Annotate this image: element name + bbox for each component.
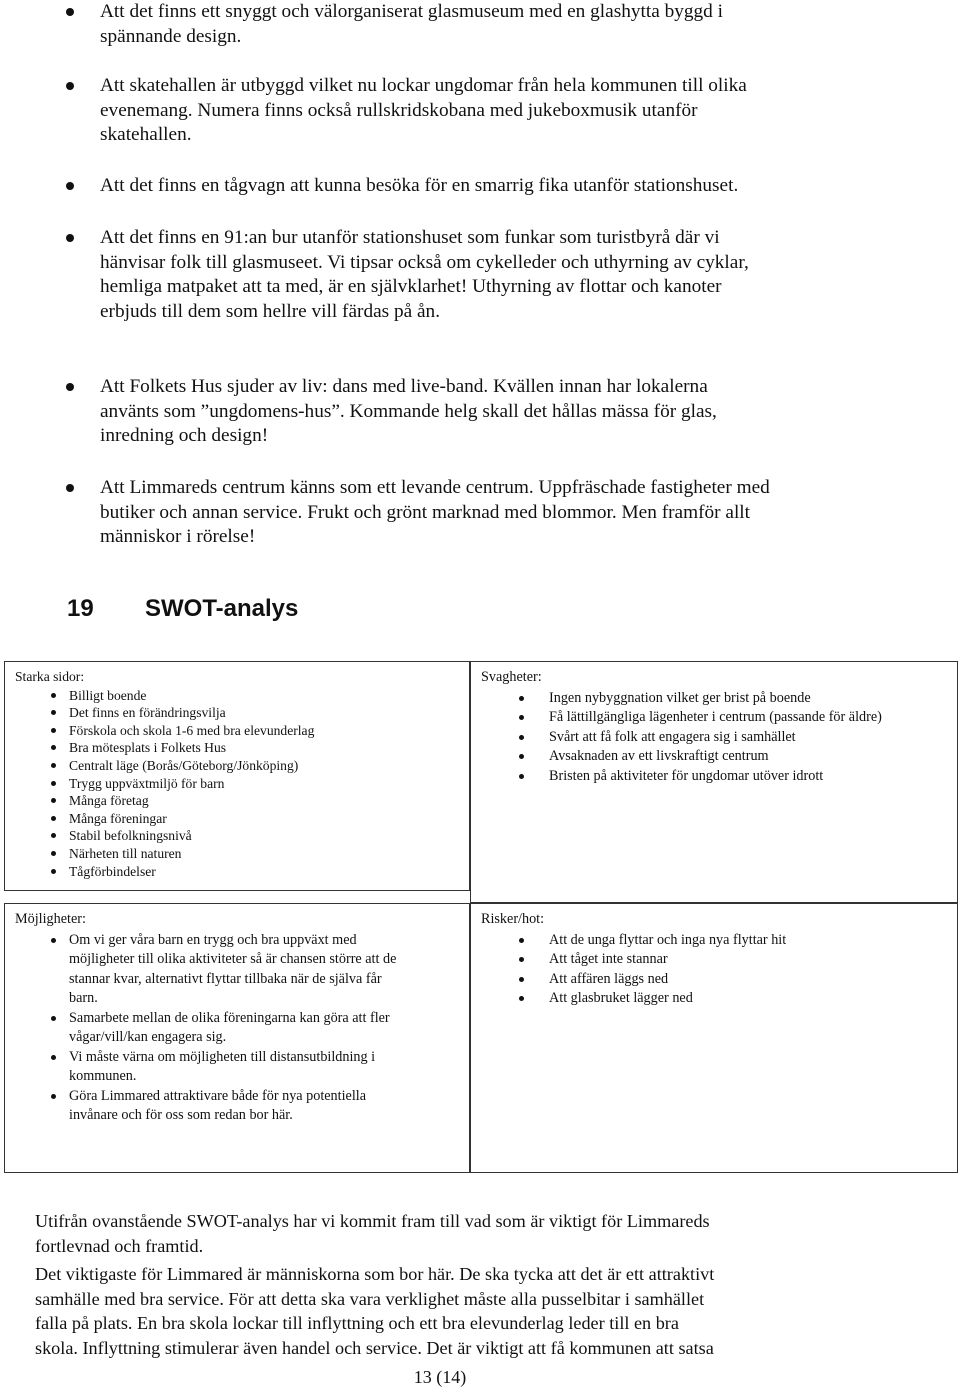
bullet-icon [51,1016,56,1021]
list-item [481,931,947,951]
list-item-text: Billigt boende [69,687,147,703]
list-item-line: vågar/vill/kan engagera sig. [69,1029,227,1045]
list-item-line: Att det finns en tågvagn att kunna besöka för en smarrig fika utanför stationshuset. [100,175,739,196]
list-item [481,767,947,787]
list-item-line: inredning och design! [100,425,269,447]
swot-threats-title: Risker/hot: [481,911,545,927]
bullet-icon [51,833,56,838]
list-item-text: Svårt att få folk att engagera sig i samhället [549,728,796,745]
list-item-line: Att det finns ett snyggt och välorganiserat glasmuseum med en glashytta byggd i [100,1,723,22]
paragraph-line: samhälle med bra service. För att detta ska vara verklighet måste alla pusselbitar i samhället [35,1288,705,1309]
swot-weaknesses-title: Svagheter: [481,669,542,685]
bullet-icon [66,182,74,190]
list-item-text: Att affären läggs ned [549,970,669,987]
list-item-text: Bristen på aktiviteter för ungdomar utöver idrott [549,767,824,784]
list-item-line: Samarbete mellan de olika föreningarna kan göra att fler [69,1009,390,1026]
list-item-text: Närheten till naturen [69,845,182,861]
bullet-icon [519,754,524,759]
paragraph-line: fortlevnad och framtid. [35,1235,204,1256]
swot-strengths-list [15,687,459,881]
list-item [15,775,459,793]
conclusion-paragraph [35,1209,915,1258]
list-item-text: Att de unga flyttar och inga nya flyttar hit [549,931,787,948]
list-item [15,931,459,1009]
list-item [481,689,947,709]
list-item-text: Centralt läge (Borås/Göteborg/Jönköping) [69,757,299,773]
swot-weaknesses-list [481,689,947,787]
swot-threats-box [470,903,958,1173]
swot-opportunities-list [15,931,459,1126]
swot-strengths-box [4,661,470,891]
list-item-line: Att Folkets Hus sjuder av liv: dans med live-band. Kvällen innan har lokalerna [100,376,708,397]
list-item-line: Att det finns en 91:an bur utanför stationshuset som funkar som turistbyrå där vi [100,227,720,248]
list-item-line: stannar kvar, alternativt flyttar tillbaka när de själva får [69,970,382,987]
list-item [15,1048,459,1087]
list-item-line: använts som ”ungdomens-hus”. Kommande helg skall det hållas mässa för glas, [100,400,717,422]
list-item [15,810,459,828]
bullet-icon [66,234,74,242]
list-item-text: Det finns en förändringsvilja [69,705,226,721]
list-item [481,950,947,970]
list-item [15,1087,459,1126]
list-item [481,970,947,990]
list-item-line: skatehallen. [100,124,192,146]
list-item [481,728,947,748]
list-item-text: Trygg uppväxtmiljö för barn [69,775,225,791]
list-item-text: Att tåget inte stannar [549,951,668,967]
list-item-line: invånare och för oss som redan bor här. [69,1107,293,1123]
list-item [481,989,947,1009]
bullet-icon [519,735,524,740]
list-item-line: barn. [69,990,98,1006]
bullet-icon [51,798,56,803]
bullet-icon [51,763,56,768]
bullet-icon [519,715,524,720]
bullet-icon [51,851,56,856]
bullet-icon [519,996,524,1001]
list-item-line: människor i rörelse! [100,526,256,548]
list-item-line: Göra Limmared attraktivare både för nya potentiella [69,1087,367,1104]
paragraph-line: falla på plats. En bra skola lockar till inflyttning och ett bra elevunderlag leder till en bra [35,1313,679,1333]
list-item [15,1009,459,1048]
list-item-text: Få lättillgängliga lägenheter i centrum (passande för äldre) [549,709,882,725]
list-item-line: kommunen. [69,1068,137,1084]
bullet-icon [519,938,524,943]
list-item-text: Avsaknaden av ett livskraftigt centrum [549,748,769,764]
bullet-icon [51,1094,56,1099]
paragraph-line: Utifrån ovanstående SWOT-analys har vi kommit fram till vad som är viktigt för Limmareds [35,1211,710,1231]
bullet-icon [51,710,56,715]
bullet-icon [51,816,56,821]
list-item [15,739,459,757]
list-item-text: Ingen nybyggnation vilket ger brist på boende [549,689,811,706]
bullet-icon [66,82,74,90]
list-item [60,476,900,550]
list-item-line: butiker och annan service. Frukt och grönt marknad med blommor. Men framför allt [100,501,751,523]
list-item-text: Stabil befolkningsnivå [69,828,192,844]
bullet-icon [66,383,74,391]
page-number: 13 (14) [413,1367,467,1387]
list-item-line: Om vi ger våra barn en trygg och bra uppväxt med [69,931,357,948]
list-item [15,757,459,775]
swot-threats-list [481,931,947,1009]
paragraph-line: Det viktigaste för Limmared är människorna som bor här. De ska tycka att det är ett attraktivt [35,1264,715,1284]
list-item-line: erbjuds till dem som hellre vill färdas på ån. [100,300,441,322]
list-item [60,375,900,449]
swot-strengths-title: Starka sidor: [15,669,85,684]
section-heading [67,594,298,624]
bullet-icon [519,696,524,701]
paragraph-line: skola. Inflyttning stimulerar även handel och service. Det är viktigt att få kommunen att satsa [35,1337,714,1358]
list-item-text: Förskola och skola 1-6 med bra elevunderlag [69,722,315,738]
list-item-line: Vi måste värna om möjligheten till distansutbildning i [69,1048,376,1065]
list-item [15,687,459,705]
list-item-line: Att Limmareds centrum känns som ett levande centrum. Uppfräschade fastigheter med [100,477,770,498]
list-item-text: Tågförbindelser [69,863,156,879]
list-item [60,74,900,148]
list-item-text: Många företag [69,793,149,809]
list-item-line: hemliga matpaket att ta med, är en självklarhet! Uthyrning av flottar och kanoter [100,276,722,298]
list-item [15,792,459,810]
body-paragraph [35,1262,915,1360]
bullet-icon [51,693,56,698]
bullet-icon [51,938,56,943]
list-item-text: Bra mötesplats i Folkets Hus [69,740,227,756]
list-item [15,827,459,845]
bullet-icon [519,957,524,962]
list-item [60,0,900,49]
list-item-line: Att skatehallen är utbyggd vilket nu lockar ungdomar från hela kommunen till olika [100,75,747,96]
bullet-icon [66,484,74,492]
bullet-icon [51,1055,56,1060]
swot-opportunities-title: Möjligheter: [15,911,86,927]
section-title: SWOT-analys [145,595,299,622]
list-item [481,747,947,767]
list-item-line: spännande design. [100,25,242,47]
list-item [481,708,947,728]
list-item [60,226,900,324]
list-item-text: Många föreningar [69,810,167,826]
bullet-icon [66,8,74,16]
bullet-icon [51,745,56,750]
section-number: 19 [67,595,94,622]
list-item [15,863,459,881]
bullet-icon [51,869,56,874]
list-item [60,174,900,199]
bullet-icon [51,728,56,733]
list-item [15,704,459,722]
bullet-icon [519,774,524,779]
list-item-line: evenemang. Numera finns också rullskridskobana med jukeboxmusik utanför [100,99,698,121]
list-item [15,722,459,740]
list-item-line: möjligheter till olika aktiviteter så är chansen större att de [69,951,397,967]
bullet-icon [519,977,524,982]
list-item [15,845,459,863]
list-item-line: hänvisar folk till glasmuseet. Vi tipsar också om cykelleder och uthyrning av cyklar, [100,251,749,273]
list-item-text: Att glasbruket lägger ned [549,990,693,1006]
swot-opportunities-box [4,903,470,1173]
bullet-icon [51,781,56,786]
swot-weaknesses-box [470,661,958,903]
